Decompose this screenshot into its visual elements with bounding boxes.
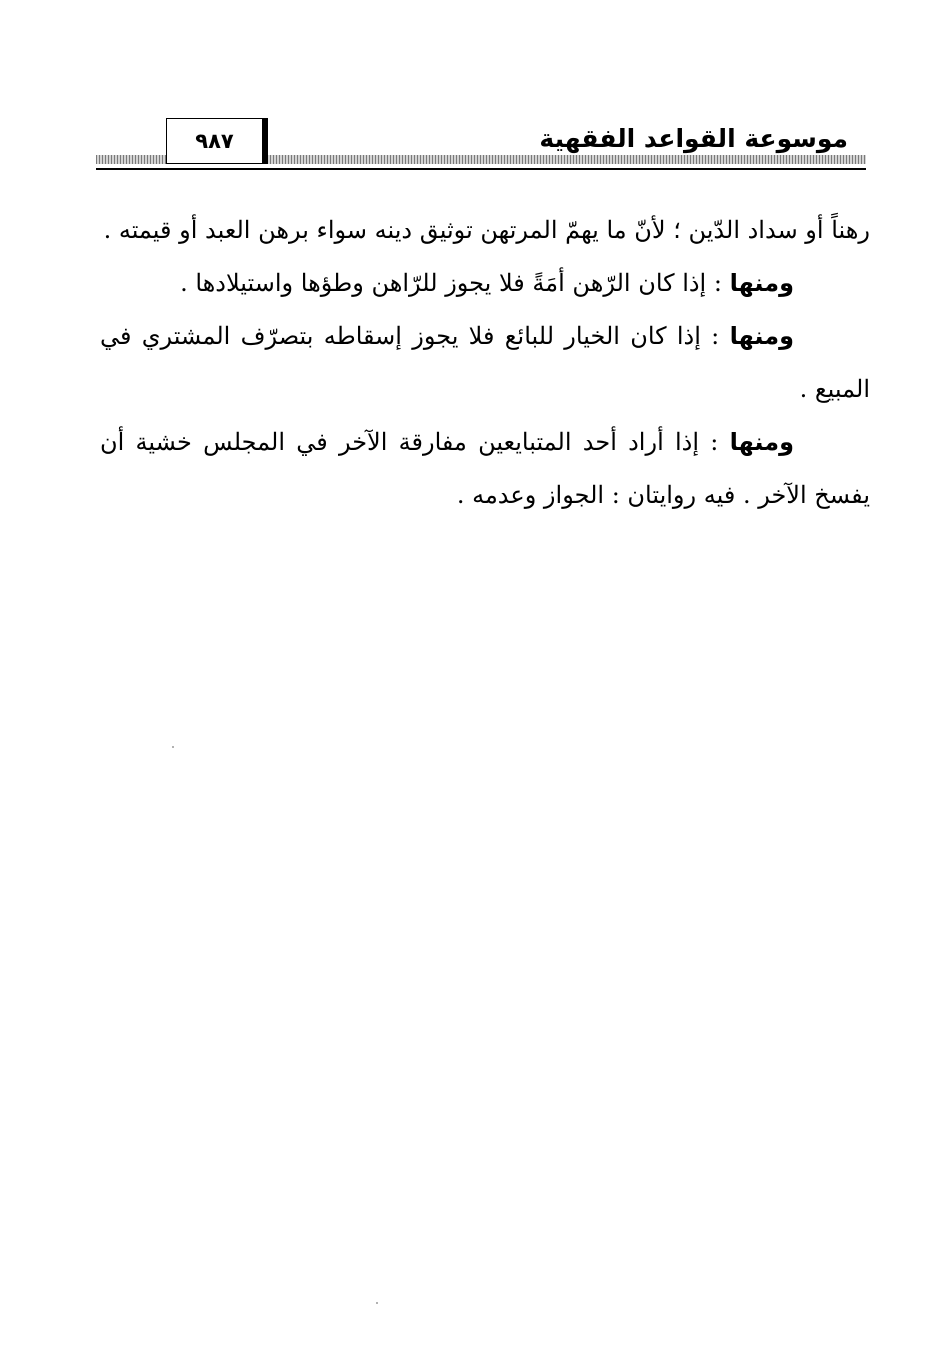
paragraph-lead-word: ومنها <box>729 428 794 456</box>
scan-speck <box>376 1302 378 1304</box>
paragraph-continuation <box>100 204 870 257</box>
header-thin-rule <box>96 168 866 170</box>
running-title: موسوعة القواعد الفقهية <box>539 124 848 153</box>
paragraph-example-1 <box>100 257 870 310</box>
page-number: ٩٨٧ <box>195 129 234 153</box>
paragraph-text: : إذا أراد أحد المتبايعين مفارقة الآخر في المجلس خشية أن يفسخ الآخر . فيه روايتان : الجواز وعدمه . <box>100 428 870 509</box>
page-header <box>96 112 866 176</box>
scan-speck <box>172 746 174 748</box>
paragraph-lead-word: ومنها <box>729 322 794 350</box>
page-number-box <box>166 118 268 164</box>
paragraph-example-3 <box>100 416 870 522</box>
body-text <box>100 204 870 522</box>
paragraph-text: : إذا كان الرّهن أمَةً فلا يجوز للرّاهن وطؤها واستيلادها . <box>180 269 730 297</box>
paragraph-example-2 <box>100 310 870 416</box>
paragraph-lead-word: ومنها <box>729 269 794 297</box>
paragraph-text: : إذا كان الخيار للبائع فلا يجوز إسقاطه بتصرّف المشتري في المبيع . <box>100 322 870 403</box>
paragraph-text: رهناً أو سداد الدّين ؛ لأنّ ما يهمّ المرتهن توثيق دينه سواء برهن العبد أو قيمته . <box>103 216 870 244</box>
